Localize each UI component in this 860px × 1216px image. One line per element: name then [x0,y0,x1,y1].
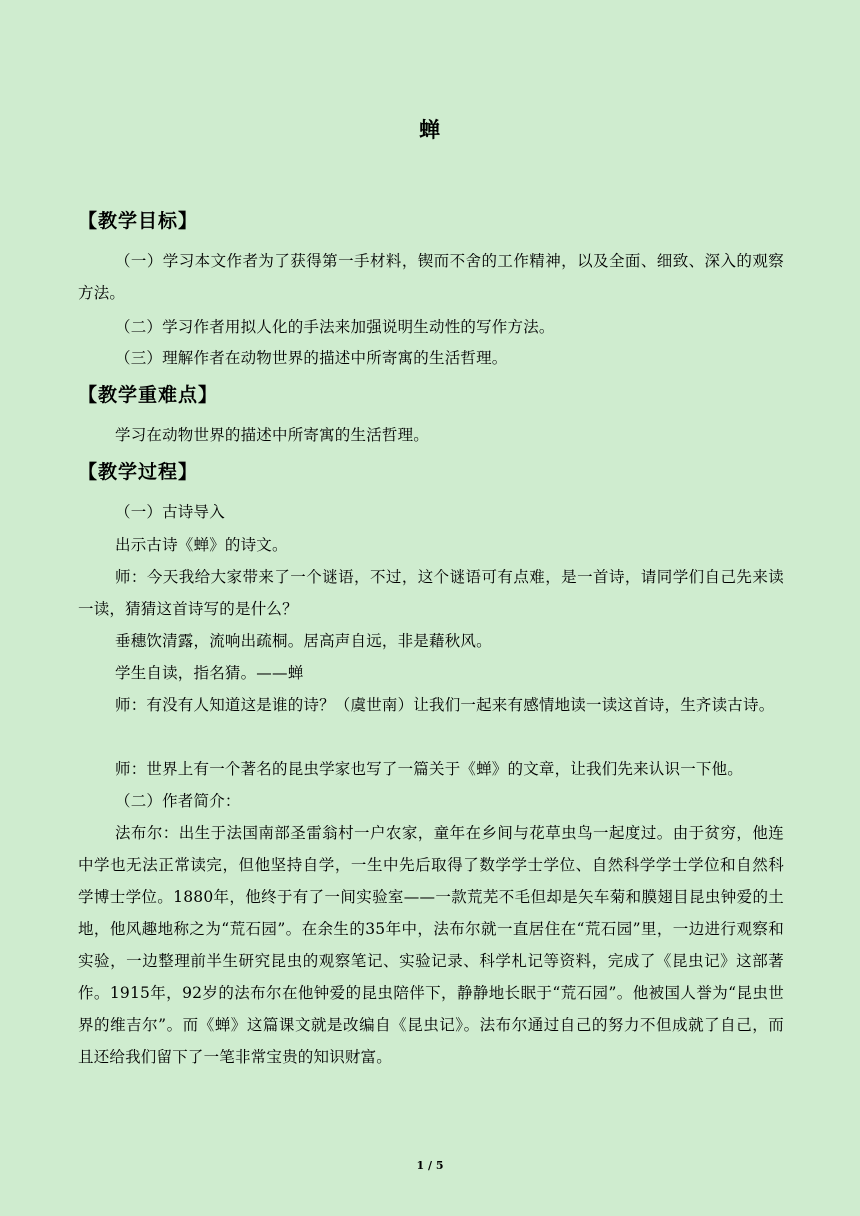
section-heading-key-points: 【教学重难点】 [78,384,219,406]
paragraph: （一）学习本文作者为了获得第一手材料，锲而不舍的工作精神，以及全面、细致、深入的观察方法。 [78,252,784,302]
section-heading-objectives: 【教学目标】 [78,210,199,232]
paragraph: 学习在动物世界的描述中所寄寓的生活哲理。 [115,426,430,444]
page-number: 1 / 5 [416,1159,444,1172]
paragraph: 法布尔：出生于法国南部圣雷翁村一户农家，童年在乡间与花草虫鸟一起度过。由于贫穷，他连中学也无法正常读完，但他坚持自学，一生中先后取得了数学学士学位、自然科学学士学位和自然科学博士学位。1880年，他终于有了一间实验室——一款荒芜不毛但却是矢车菊和膜翅目昆虫钟爱的土地，他风趣地称之为“荒石园”。在余生的35年中，法布尔就一直居住在“荒石园”里，一边进行观察和实验，一边整理前半生研究昆虫的观察笔记、实验记录、科学札记等资料，完成了《昆虫记》这部著作。1915年，92岁的法布尔在他钟爱的昆虫陪伴下，静静地长眠于“荒石园”。他被国人誉为“昆虫世界的维吉尔”。而《蝉》这篇课文就是改编自《昆虫记》。法布尔通过自己的努力不但成就了自己，而且还给我们留下了一笔非常宝贵的知识财富。 [78,824,784,1066]
paragraph: （三）理解作者在动物世界的描述中所寄寓的生活哲理。 [115,349,508,367]
paragraph: （二）作者简介： [115,792,241,810]
section-heading-process: 【教学过程】 [78,461,199,483]
paragraph: 出示古诗《蝉》的诗文。 [115,536,288,554]
paragraph: 师：世界上有一个著名的昆虫学家也写了一篇关于《蝉》的文章，让我们先来认识一下他。 [115,760,744,778]
paragraph: 师：有没有人知道这是谁的诗？（虞世南）让我们一起来有感情地读一读这首诗，生齐读古诗。 [115,696,775,714]
paragraph: 学生自读，指名猜。——蝉 [115,664,304,682]
document-title: 蝉 [419,117,441,142]
paragraph: （一）古诗导入 [115,503,225,521]
paragraph: 师：今天我给大家带来了一个谜语，不过，这个谜语可有点难，是一首诗，请同学们自己先来读一读，猜猜这首诗写的是什么？ [78,568,784,618]
paragraph: （二）学习作者用拟人化的手法来加强说明生动性的写作方法。 [115,318,555,336]
paragraph: 垂穗饮清露，流响出疏桐。居高声自远，非是藉秋风。 [115,632,492,650]
